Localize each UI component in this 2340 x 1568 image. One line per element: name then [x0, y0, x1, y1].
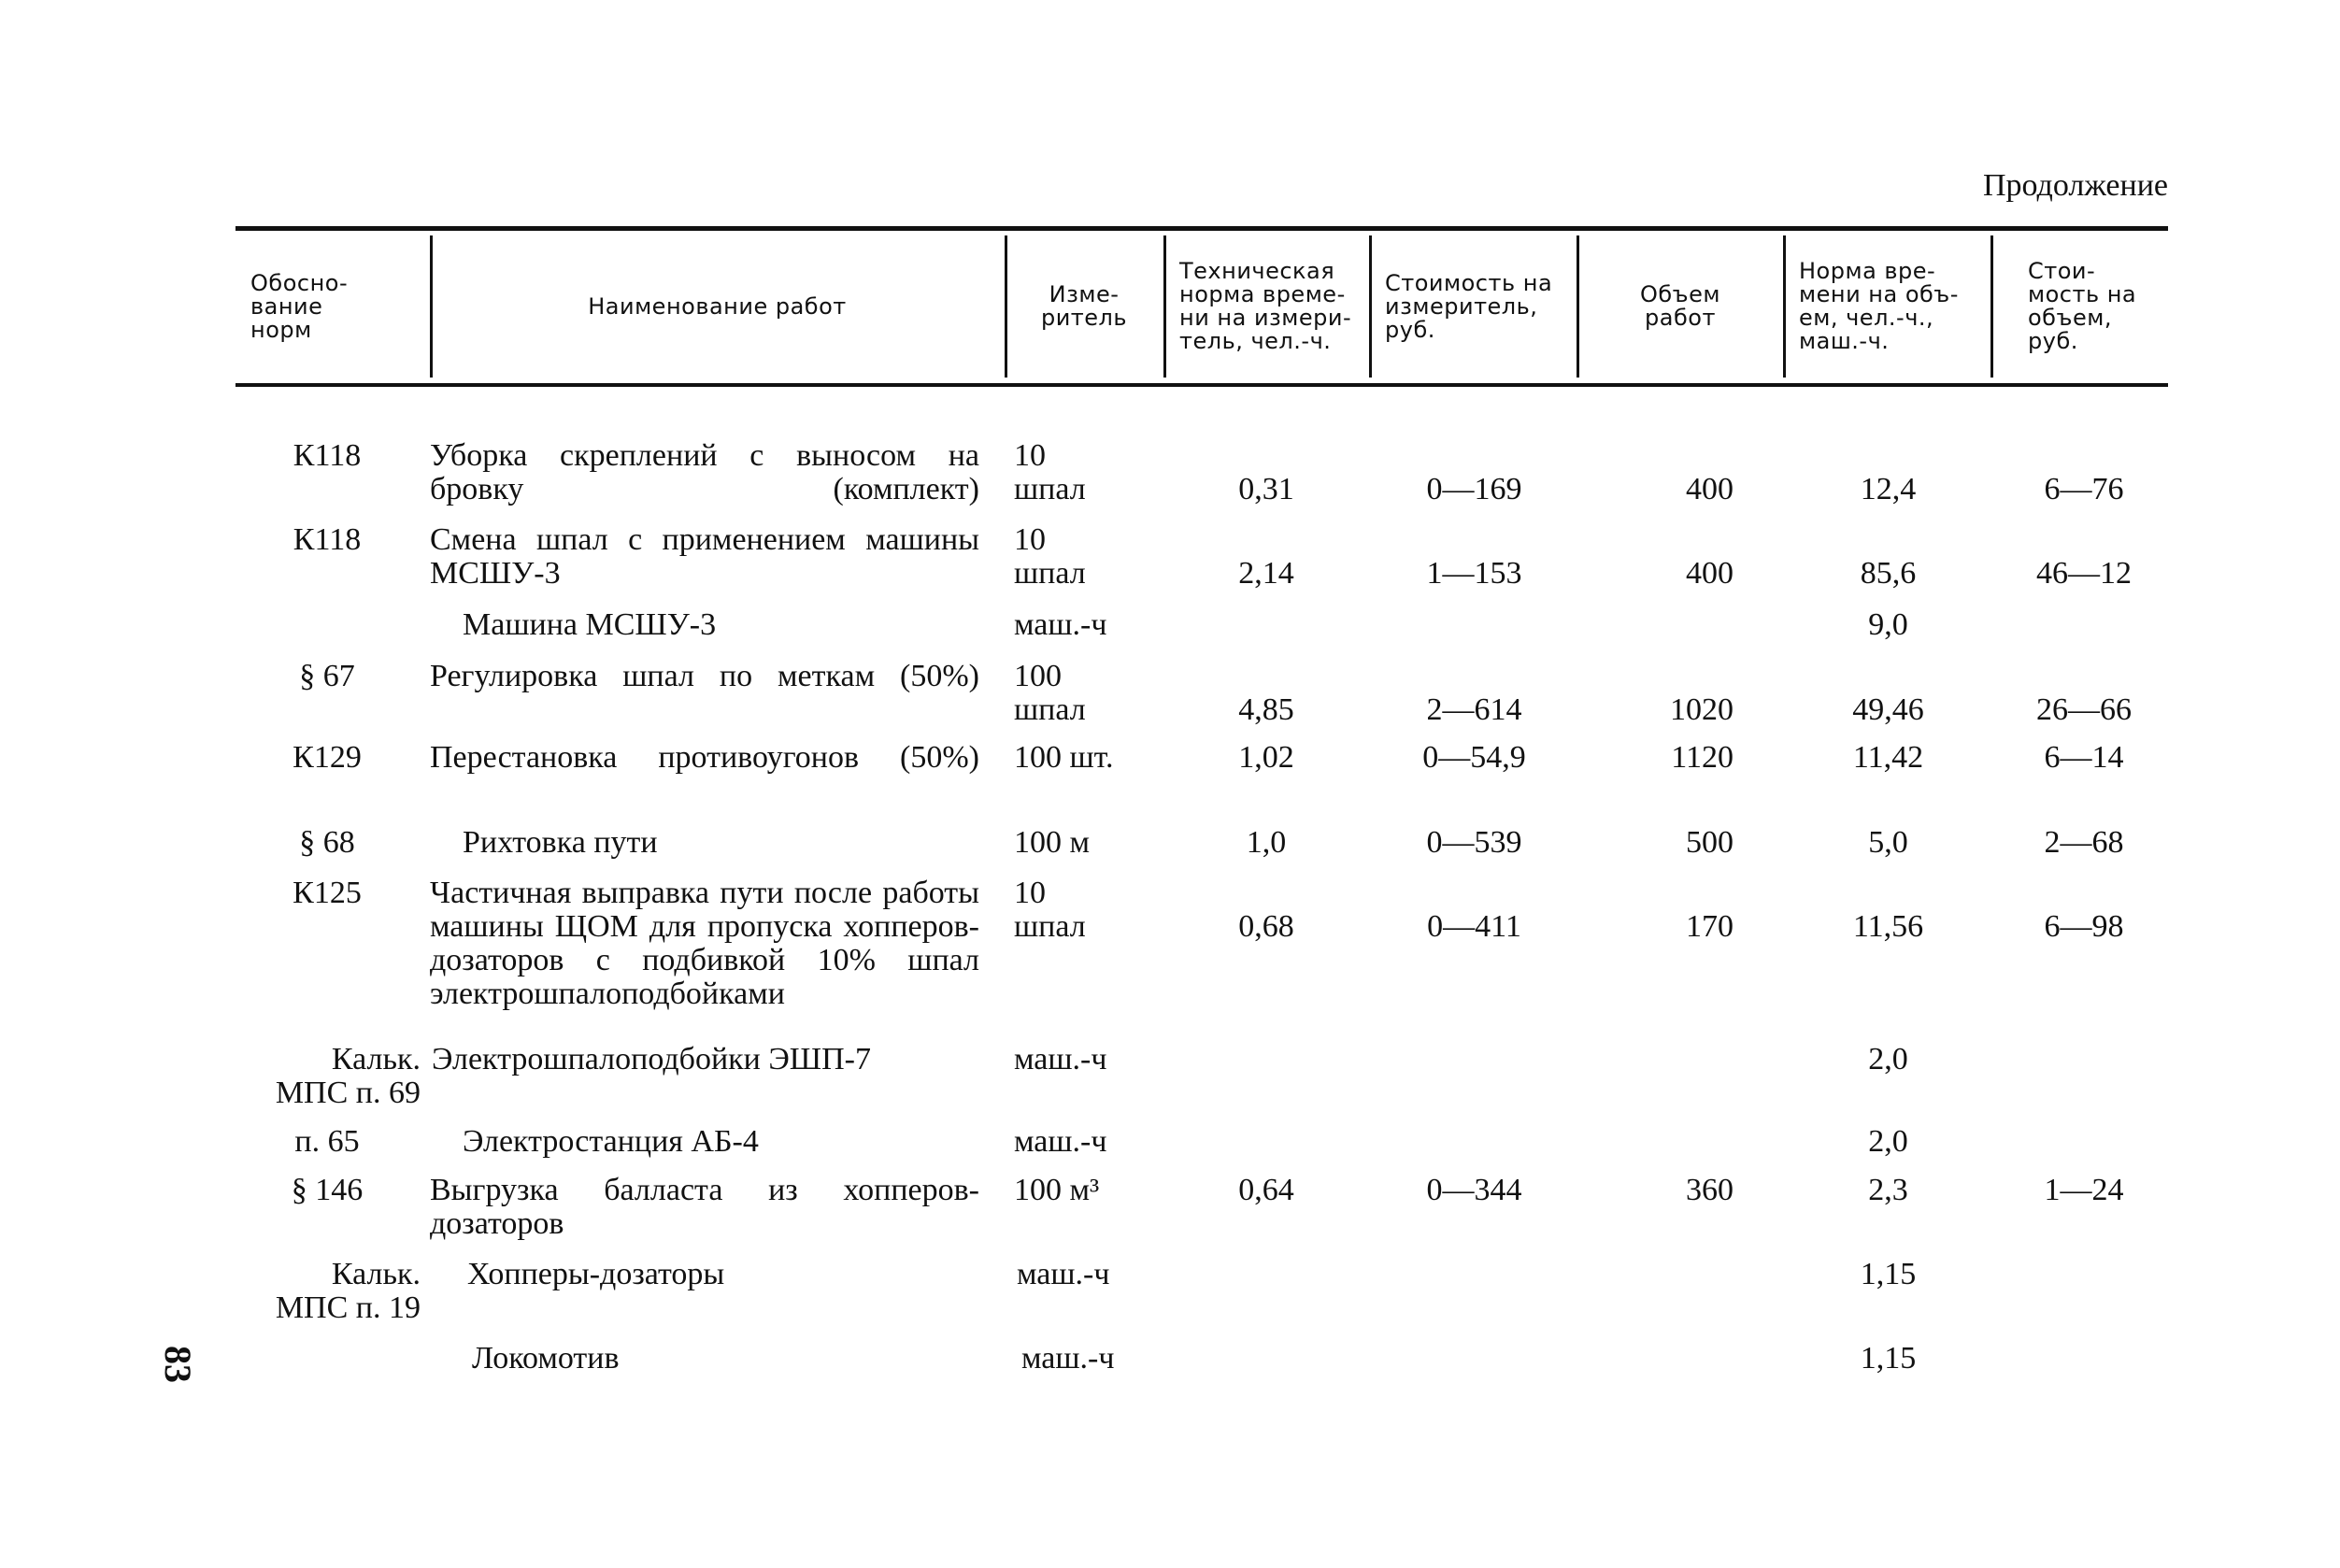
header-separator: [1783, 235, 1786, 378]
row-tech-norm: 2,14: [1238, 556, 1294, 591]
row-total-cost: 6—76: [2044, 472, 2124, 506]
table-header-rule: [235, 383, 2168, 387]
row-work-name: Смена шпал с применением машины МСШУ-3: [430, 522, 979, 591]
row-unit-cost: 0—344: [1426, 1173, 1522, 1207]
row-volume: 400: [1686, 472, 1734, 506]
header-separator: [1163, 235, 1166, 378]
row-work-name: Машина МСШУ-3: [463, 607, 717, 642]
row-total-cost: 6—14: [2044, 740, 2124, 775]
row-time-norm: 12,4: [1860, 472, 1917, 506]
row-work-name: Выгрузка балласта из хопперов-дозаторов: [430, 1173, 979, 1241]
row-unit-cost: 0—169: [1426, 472, 1522, 506]
page-number: 83: [157, 1346, 199, 1383]
column-header-unit-cost: Стоимость на измеритель, руб.: [1385, 269, 1553, 343]
row-unit: 10 шпал: [1014, 522, 1086, 591]
row-work-name: Электрошпалоподбойки ЭШП-7: [432, 1042, 871, 1076]
row-volume: 360: [1686, 1173, 1734, 1207]
header-separator: [1005, 235, 1007, 378]
row-time-norm: 2,0: [1868, 1042, 1908, 1076]
row-time-norm: 49,46: [1852, 692, 1924, 727]
row-basis: Кальк. МПС п. 69: [275, 1042, 421, 1110]
header-separator: [1577, 235, 1579, 378]
row-time-norm: 1,15: [1860, 1257, 1917, 1291]
row-time-norm: 2,0: [1868, 1124, 1908, 1159]
row-basis: К118: [292, 438, 362, 473]
row-tech-norm: 0,64: [1238, 1173, 1294, 1207]
column-header-unit: Изме- ритель: [1040, 281, 1128, 331]
row-basis: Кальк. МПС п. 19: [275, 1257, 421, 1325]
row-unit-cost: 0—54,9: [1422, 740, 1526, 775]
row-total-cost: 2—68: [2044, 825, 2124, 860]
row-work-name: Электростанция АБ-4: [463, 1124, 759, 1159]
row-total-cost: 46—12: [2036, 556, 2132, 591]
row-unit: маш.-ч: [1014, 607, 1107, 642]
row-work-name: Хопперы-дозаторы: [467, 1257, 725, 1291]
row-time-norm: 1,15: [1860, 1341, 1917, 1376]
row-unit-cost: 2—614: [1426, 692, 1522, 727]
continuation-label: Продолжение: [1982, 168, 2168, 203]
row-unit-cost: 0—411: [1427, 909, 1521, 944]
row-unit-cost: 1—153: [1426, 556, 1522, 591]
row-time-norm: 11,42: [1852, 740, 1924, 775]
column-header-work-name: Наименование работ: [588, 292, 847, 320]
table-top-rule: [235, 226, 2168, 231]
row-time-norm: 9,0: [1868, 607, 1908, 642]
row-volume: 1120: [1671, 740, 1734, 775]
header-separator: [430, 235, 433, 378]
row-unit: 100 м: [1014, 825, 1091, 860]
row-work-name: Регулировка шпал по меткам (50%): [430, 659, 979, 693]
row-volume: 170: [1686, 909, 1734, 944]
row-time-norm: 5,0: [1868, 825, 1908, 860]
row-unit: маш.-ч: [1014, 1124, 1107, 1159]
row-work-name: Локомотив: [472, 1341, 620, 1376]
row-work-name: Уборка скреплений с выносом на бровку (комплект): [430, 438, 979, 506]
row-unit: 10 шпал: [1014, 876, 1086, 944]
row-tech-norm: 1,02: [1238, 740, 1294, 775]
row-total-cost: 6—98: [2044, 909, 2124, 944]
header-separator: [1990, 235, 1993, 378]
row-time-norm: 2,3: [1868, 1173, 1908, 1207]
row-tech-norm: 0,68: [1238, 909, 1294, 944]
row-total-cost: 26—66: [2036, 692, 2132, 727]
row-unit: 100 м³: [1014, 1173, 1100, 1207]
row-work-name: Частичная выправка пути после работы машины ЩОМ для пропуска хопперов-дозаторов с подбивкой 10% шпал электрошпалоподбойками: [430, 876, 979, 1011]
row-volume: 500: [1686, 825, 1734, 860]
row-total-cost: 1—24: [2044, 1173, 2124, 1207]
row-unit: 100 шт.: [1014, 740, 1114, 775]
row-tech-norm: 4,85: [1238, 692, 1294, 727]
row-time-norm: 11,56: [1852, 909, 1924, 944]
row-tech-norm: 1,0: [1246, 825, 1287, 860]
row-unit: маш.-ч: [1017, 1257, 1110, 1291]
row-basis: § 67: [299, 659, 355, 693]
column-header-time-norm: Норма вре- мени на объ- ем, чел.-ч., маш.-ч.: [1799, 258, 1959, 354]
row-unit: маш.-ч: [1021, 1341, 1115, 1376]
row-time-norm: 85,6: [1860, 556, 1917, 591]
header-separator: [1369, 235, 1372, 378]
column-header-volume: Объем работ: [1639, 281, 1721, 331]
row-basis: К125: [292, 876, 362, 910]
row-unit: 10 шпал: [1014, 438, 1086, 506]
row-volume: 400: [1686, 556, 1734, 591]
row-basis: К129: [292, 740, 362, 775]
row-work-name: Перестановка противоугонов (50%): [430, 740, 979, 775]
column-header-tech-norm: Техническая норма време- ни на измери- тель, чел.-ч.: [1179, 258, 1352, 354]
row-unit: 100 шпал: [1014, 659, 1086, 727]
row-unit-cost: 0—539: [1426, 825, 1522, 860]
row-basis: К118: [292, 522, 362, 557]
row-basis: п. 65: [294, 1124, 360, 1159]
row-volume: 1020: [1670, 692, 1734, 727]
row-tech-norm: 0,31: [1238, 472, 1294, 506]
column-header-total-cost: Стои- мость на объем, руб.: [2028, 258, 2137, 354]
column-header-basis: Обосно- вание норм: [250, 269, 349, 343]
row-basis: § 68: [299, 825, 355, 860]
row-basis: § 146: [291, 1173, 364, 1207]
row-work-name: Рихтовка пути: [463, 825, 658, 860]
row-unit: маш.-ч: [1014, 1042, 1107, 1076]
